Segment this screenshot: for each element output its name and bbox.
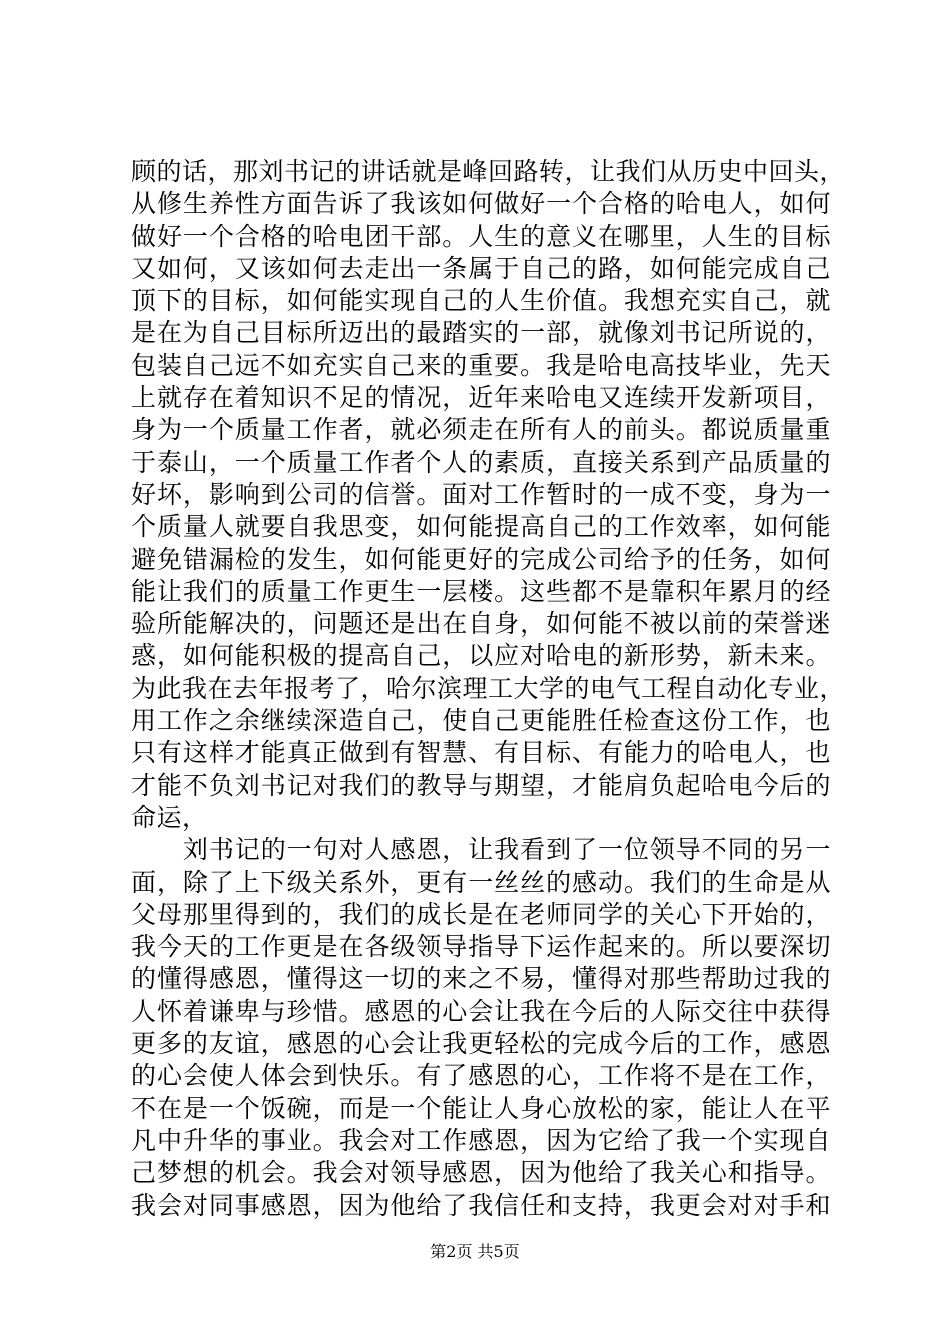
text-line: 于泰山，一个质量工作者个人的素质，直接关系到产品质量的 bbox=[131, 447, 831, 477]
text-line-paragraph-start: 刘书记的一句对人感恩，让我看到了一位领导不同的另一 bbox=[131, 835, 831, 865]
text-line: 顾的话，那刘书记的讲话就是峰回路转，让我们从历史中回头， bbox=[131, 157, 846, 186]
text-line: 只有这样才能真正做到有智慧、有目标、有能力的哈电人，也 bbox=[131, 738, 831, 768]
text-line: 能让我们的质量工作更生一层楼。这些都不是靠积年累月的经 bbox=[131, 576, 831, 606]
body-text bbox=[131, 156, 846, 1222]
page-footer bbox=[0, 1242, 950, 1262]
text-line: 用工作之余继续深造自己，使自己更能胜任检查这份工作，也 bbox=[131, 706, 831, 736]
text-line: 更多的友谊，感恩的心会让我更轻松的完成今后的工作，感恩 bbox=[131, 1029, 831, 1059]
text-line: 的心会使人体会到快乐。有了感恩的心，工作将不是在工作， bbox=[131, 1061, 831, 1091]
text-line: 又如何，又该如何去走出一条属于自己的路，如何能完成自己 bbox=[131, 253, 831, 283]
text-line: 从修生养性方面告诉了我该如何做好一个合格的哈电人，如何 bbox=[131, 189, 831, 219]
text-line: 验所能解决的，问题还是出在自身，如何能不被以前的荣誉迷 bbox=[131, 609, 831, 639]
text-line: 个质量人就要自我思变，如何能提高自己的工作效率，如何能 bbox=[131, 512, 831, 542]
text-line: 面，除了上下级关系外，更有一丝丝的感动。我们的生命是从 bbox=[131, 867, 831, 897]
text-line: 凡中升华的事业。我会对工作感恩，因为它给了我一个实现自 bbox=[131, 1125, 831, 1155]
text-line: 顶下的目标，如何能实现自己的人生价值。我想充实自己，就 bbox=[131, 286, 831, 316]
text-line: 惑，如何能积极的提高自己，以应对哈电的新形势，新未来。 bbox=[131, 641, 831, 671]
page-number: 第2页 共5页 bbox=[430, 1242, 520, 1261]
text-line: 做好一个合格的哈电团干部。人生的意义在哪里，人生的目标 bbox=[131, 221, 831, 251]
text-line: 己梦想的机会。我会对领导感恩，因为他给了我关心和指导。 bbox=[131, 1158, 831, 1188]
text-line: 的懂得感恩，懂得这一切的来之不易，懂得对那些帮助过我的 bbox=[131, 964, 831, 994]
text-line: 身为一个质量工作者，就必须走在所有人的前头。都说质量重 bbox=[131, 415, 831, 445]
text-line: 我会对同事感恩，因为他给了我信任和支持，我更会对对手和 bbox=[131, 1190, 831, 1220]
text-line: 避免错漏检的发生，如何能更好的完成公司给予的任务，如何 bbox=[131, 544, 831, 574]
text-line: 为此我在去年报考了，哈尔滨理工大学的电气工程自动化专业， bbox=[131, 673, 846, 703]
text-line: 父母那里得到的，我们的成长是在老师同学的关心下开始的， bbox=[131, 899, 831, 929]
text-line: 包装自己远不如充实自己来的重要。我是哈电高技毕业，先天 bbox=[131, 350, 831, 380]
text-line: 是在为自己目标所迈出的最踏实的一部，就像刘书记所说的， bbox=[131, 318, 831, 348]
text-line: 我今天的工作更是在各级领导指导下运作起来的。所以要深切 bbox=[131, 932, 831, 962]
text-line-paragraph-end: 命运， bbox=[131, 802, 208, 832]
text-line: 好坏，影响到公司的信誉。面对工作暂时的一成不变，身为一 bbox=[131, 479, 831, 509]
text-line: 人怀着谦卑与珍惜。感恩的心会让我在今后的人际交往中获得 bbox=[131, 996, 831, 1026]
text-line: 上就存在着知识不足的情况，近年来哈电又连续开发新项目， bbox=[131, 383, 831, 413]
text-line: 才能不负刘书记对我们的教导与期望，才能肩负起哈电今后的 bbox=[131, 770, 831, 800]
text-line: 不在是一个饭碗，而是一个能让人身心放松的家，能让人在平 bbox=[131, 1093, 831, 1123]
